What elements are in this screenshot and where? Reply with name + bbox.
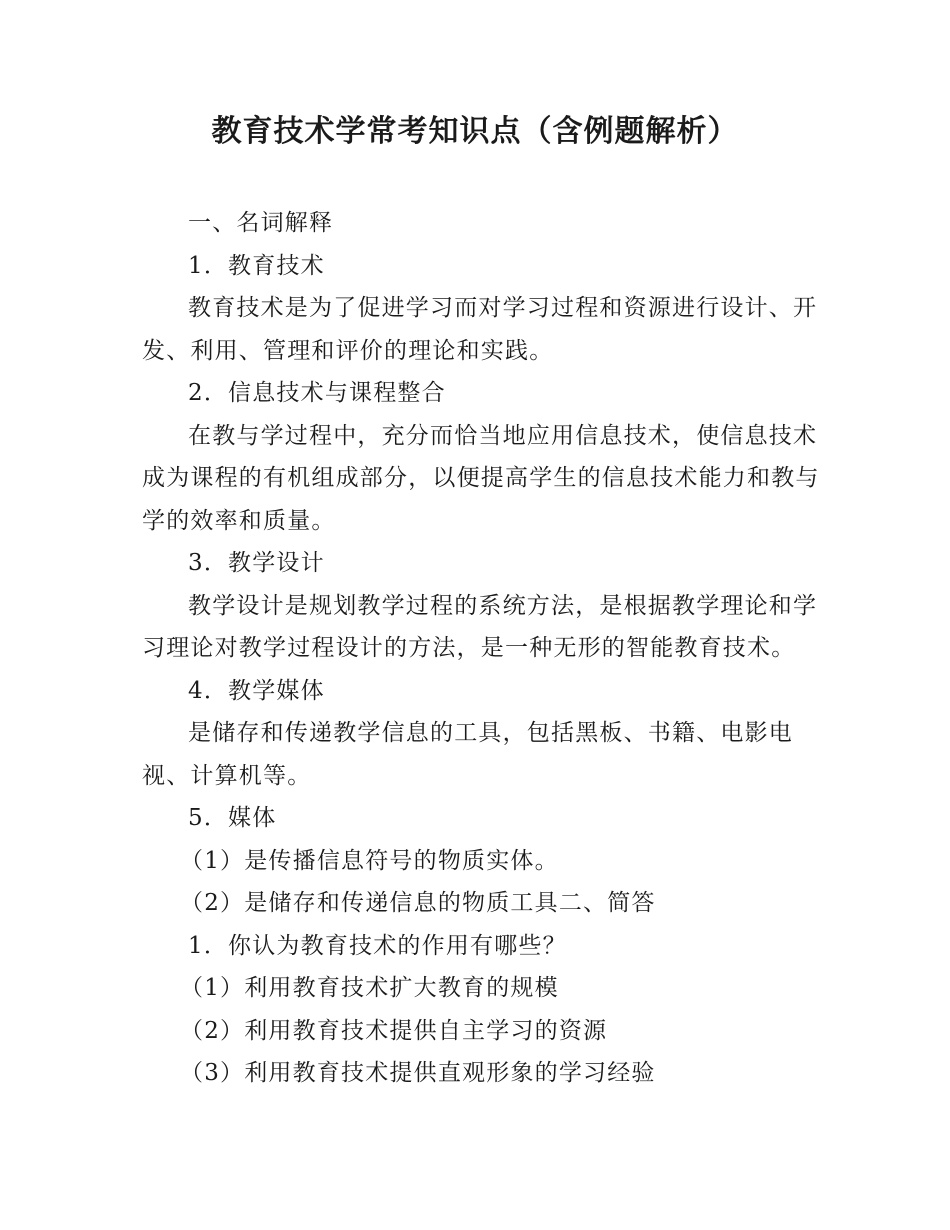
definition-paragraph: 是储存和传递教学信息的工具，包括黑板、书籍、电影电视、计算机等。 [142, 720, 793, 789]
definition-paragraph: 教育技术是为了促进学习而对学习过程和资源进行设计、开发、利用、管理和评价的理论和实践。 [142, 295, 818, 364]
section-heading: 一、名词解释 [188, 210, 334, 236]
term-heading: 1．教育技术 [188, 252, 325, 279]
definition-paragraph: 在教与学过程中，充分而恰当地应用信息技术，使信息技术成为课程的有机组成部分，以便提高学生的信息技术能力和教与学的效率和质量。 [142, 422, 820, 534]
term-heading: 4．教学媒体 [188, 677, 325, 704]
list-item: （1）利用教育技术扩大教育的规模 [180, 975, 559, 1001]
term-heading: 5．媒体 [188, 805, 277, 831]
document-body [142, 202, 822, 1095]
list-item: （1）是传播信息符号的物质实体。 [180, 847, 559, 874]
question-heading: 1．你认为教育技术的作用有哪些？ [188, 932, 567, 959]
list-item: （2）利用教育技术提供自主学习的资源 [180, 1017, 608, 1044]
list-item: （3）利用教育技术提供直观形象的学习经验 [180, 1060, 656, 1086]
document-title: 教育技术学常考知识点（含例题解析） [211, 114, 739, 149]
term-heading: 3．教学设计 [188, 550, 325, 576]
list-item: （2）是储存和传递信息的物质工具二、简答 [180, 890, 656, 916]
term-heading: 2．信息技术与课程整合 [188, 380, 446, 406]
definition-paragraph: 教学设计是规划教学过程的系统方法，是根据教学理论和学习理论对教学过程设计的方法，是一种无形的智能教育技术。 [142, 592, 818, 661]
